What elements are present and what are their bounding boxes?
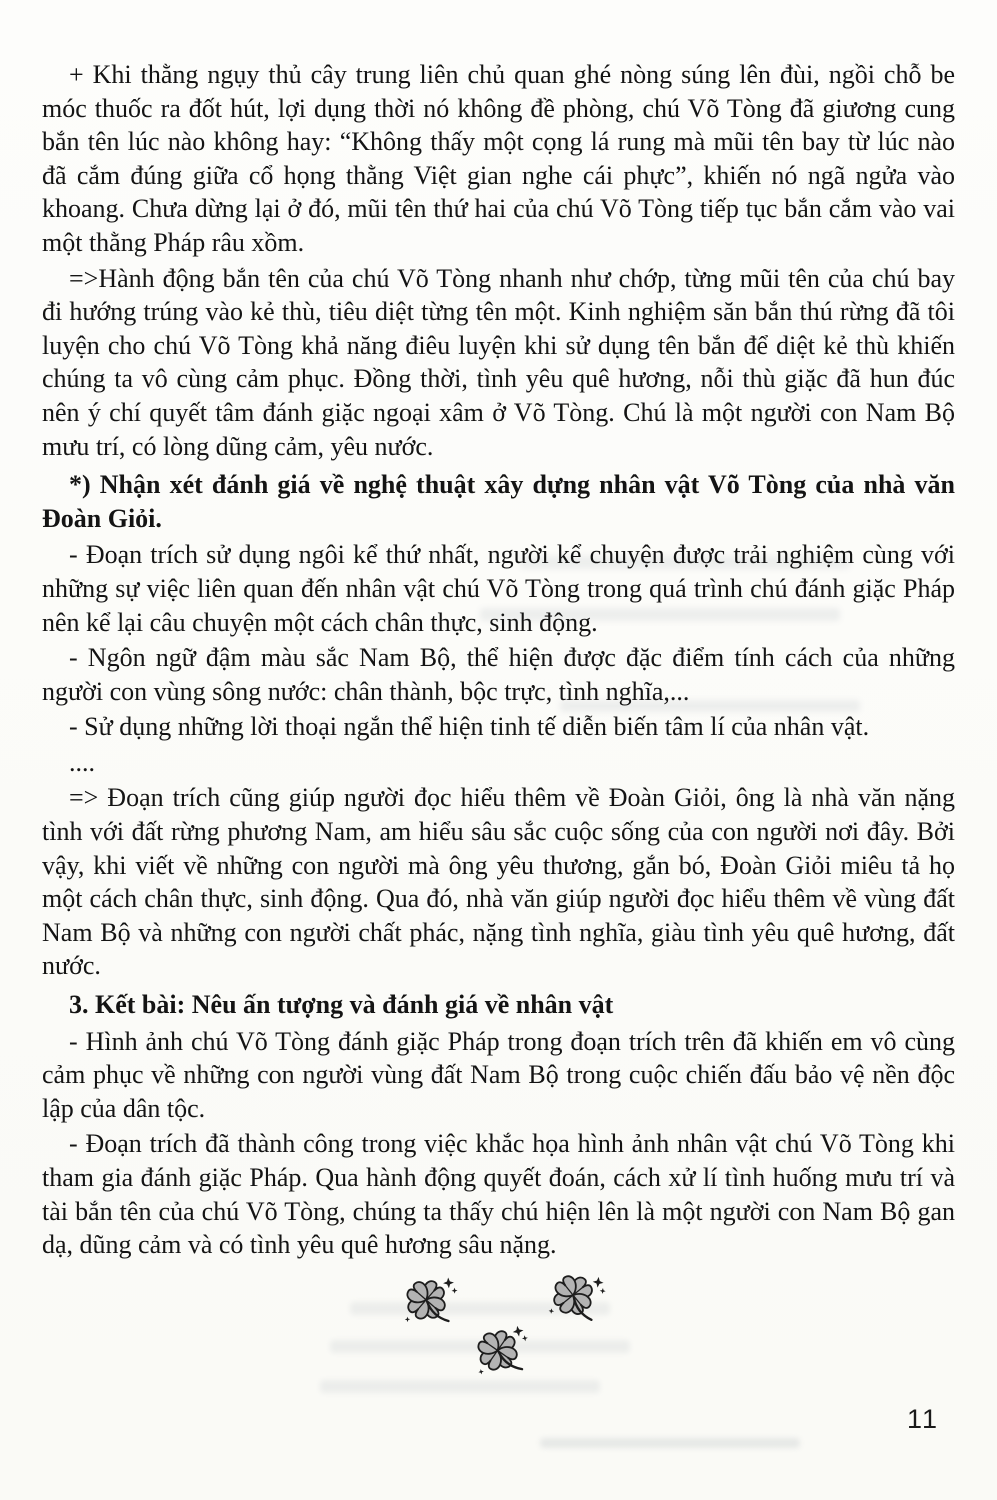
bleed-through-artifact [320, 1380, 600, 1393]
paragraph: - Đoạn trích sử dụng ngôi kể thứ nhất, người kể chuyện được trải nghiệm cùng với những sự việc liên quan đến nhân vật chú Võ Tòng trong quá trình chú đánh giặc Pháp nên kể lại câu chuyện một cách chân thực, sinh động. [42, 540, 955, 637]
section-heading: 3. Kết bài: Nêu ấn tượng và đánh giá về nhân vật [69, 990, 614, 1020]
page-number: 11 [906, 1404, 939, 1434]
four-leaf-clover-icon [400, 1274, 462, 1336]
paragraph: + Khi thằng ngụy thủ cây trung liên chủ quan ghé nòng súng lên đùi, ngồi chỗ be móc thuốc ra đốt hút, lợi dụng thời nó không đề phòng, chú Võ Tòng đã giương cung bắn tên lúc nào không hay: “Không thấy một cọng lá rung mà mũi tên bay từ lúc nào đã cắm đúng giữa cổ họng thằng Việt gian nghe cái phực”, khiến nó ngã ngửa vào khoang. Chưa dừng lại ở đó, mũi tên thứ hai của chú Võ Tòng tiếp tục bắn cắm vào vai một thằng Pháp râu xồm. [42, 60, 955, 257]
section-heading: *) Nhận xét đánh giá về nghệ thuật xây dựng nhân vật Võ Tòng của nhà văn Đoàn Giỏi. [42, 470, 955, 533]
paragraph: =>Hành động bắn tên của chú Võ Tòng nhanh như chớp, từng mũi tên của chú bay đi hướng trúng vào kẻ thù, tiêu diệt từng tên một. Kinh nghiệm săn bắn thú rừng đã tôi luyện cho chú Võ Tòng khả năng điêu luyện khi sử dụng tên bắn để diệt kẻ thù khiến chúng ta vô cùng cảm phục. Đồng thời, tình yêu quê hương, nỗi thù giặc đã hun đúc nên ý chí quyết tâm đánh giặc ngoại xâm ở Võ Tòng. Chú là một người con Nam Bộ mưu trí, có lòng dũng cảm, yêu nước. [42, 263, 955, 461]
four-leaf-clover-icon [545, 1269, 609, 1333]
paragraph: => Đoạn trích cũng giúp người đọc hiểu thêm về Đoàn Giỏi, ông là nhà văn nặng tình với đất rừng phương Nam, am hiểu sâu sắc cuộc sống của con người nơi đây. Bởi vậy, khi viết về những con người mà ông yêu thương, gắn bó, Đoàn Giỏi miêu tả họ một cách chân thực, sinh động. Qua đó, nhà văn giúp người đọc hiểu thêm về vùng đất Nam Bộ và những con người chất phác, nặng tình nghĩa, giàu tình yêu quê hương, đất nước. [42, 783, 955, 981]
paragraph: - Hình ảnh chú Võ Tòng đánh giặc Pháp trong đoạn trích trên đã khiến em vô cùng cảm phục về những con người vùng đất Nam Bộ trong cuộc chiến đấu bảo vệ nền độc lập của dân tộc. [42, 1026, 955, 1123]
paragraph: - Đoạn trích đã thành công trong việc khắc họa hình ảnh nhân vật chú Võ Tòng khi tham gia đánh giặc Pháp. Qua hành động quyết đoán, cách xử lí tình huống mưu trí và tài bắn tên của chú Võ Tòng, chúng ta thấy chú hiện lên là một người con Nam Bộ gan dạ, dũng cảm và có tình yêu quê hương sâu nặng. [42, 1129, 955, 1260]
four-leaf-clover-icon [469, 1321, 536, 1388]
paragraph: .... [69, 747, 95, 777]
paragraph: - Ngôn ngữ đậm màu sắc Nam Bộ, thể hiện được đặc điểm tính cách của những người con vùng sông nước: chân thành, bộc trực, tình nghĩa,... [42, 643, 955, 706]
page-body [42, 58, 955, 1264]
bleed-through-artifact [540, 1438, 800, 1448]
paragraph: - Sử dụng những lời thoại ngắn thể hiện tinh tế diễn biến tâm lí của nhân vật. [69, 712, 870, 742]
